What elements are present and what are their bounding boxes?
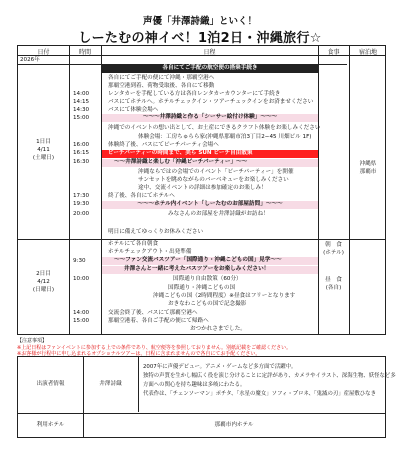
day2-pink-banner: 井澤さんと一緒に考えたバスツアーをお楽しみください！ bbox=[102, 266, 318, 274]
col-schedule-header: 日程 bbox=[203, 49, 216, 56]
time-cell: 16:30 bbox=[73, 159, 90, 165]
day2-line: ホテルにて各自朝食 bbox=[108, 241, 159, 247]
year-label: 2026年 bbox=[20, 57, 40, 63]
note-line: ※上記日程はファンイベントに参加する上での条件であり、航空便等を参照しておりません。別紙記載をご確認ください。 bbox=[17, 345, 292, 351]
cast-profile-line: 2007年に声優デビュー。アニメ・ゲームなど多方面で活躍中。 bbox=[143, 364, 297, 370]
col-stay-header: 宿泊地 bbox=[358, 49, 377, 56]
day2-line: 国際通り自由散策（60分） bbox=[173, 276, 242, 282]
stay-place: 沖縄県 bbox=[359, 161, 377, 167]
day1-line: みなさんのお部屋を井澤詩織がお訪ね！ bbox=[168, 211, 269, 217]
day1-line: 那覇空港到着、荷物受取後、各自にて移動 bbox=[108, 83, 215, 89]
day2-line: 国際通り・沖縄こどもの国 bbox=[168, 285, 236, 291]
day2-weekday: (日曜日) bbox=[32, 287, 55, 293]
cast-label: 出演者情報 bbox=[36, 381, 65, 387]
day2-date: 4/12 bbox=[37, 279, 50, 285]
meal-lunch-note: (各自) bbox=[325, 285, 342, 291]
day1-pink-banner: 〜〜〜井澤詩織と作る「シーサー絵付け体験」〜〜〜 bbox=[102, 114, 318, 122]
time-cell: 19:30 bbox=[73, 201, 90, 207]
day1-line: 各自にてご手配の便にて沖縄・那覇空港へ bbox=[108, 75, 215, 81]
day1-weekday: (土曜日) bbox=[32, 155, 55, 161]
day1-banner: 各自にてご手配の航空便の搭乗手続き bbox=[102, 65, 318, 73]
notes-heading: 【注意事項】 bbox=[17, 338, 48, 344]
day2-line: おつかれさまでした。 bbox=[190, 326, 246, 332]
event-subtitle: 声優「井澤詩織」といく！ bbox=[142, 16, 257, 27]
time-cell: 16:00 bbox=[73, 142, 90, 148]
hotel-label: 利用ホテル bbox=[36, 422, 65, 428]
day1-line: サンセットを眺めながらのバーベキューをお楽しみください bbox=[138, 177, 289, 183]
day1-line: 沖縄でのイベントの想い出として、お土産にできるクラフト体験をお楽しみください bbox=[108, 125, 321, 131]
time-cell: 15:00 bbox=[73, 115, 90, 121]
day1-line: 体験会場：工房ちゅらら家(沖縄県那覇市泊3丁目2−45 川畑ビル 1F) bbox=[138, 134, 312, 140]
day2-line: おきなわこどもの国で記念撮影 bbox=[168, 301, 247, 307]
day2-line: ホテルチェックアウト・出発準備 bbox=[108, 249, 192, 255]
cast-name: 井澤詩織 bbox=[99, 381, 122, 387]
meal-breakfast: 朝 食 bbox=[325, 242, 342, 248]
day1-line: 途中、交流イベントの詳細は参加確定のお楽しみ！ bbox=[138, 185, 267, 191]
day1-line: バスにて体験会場へ bbox=[108, 107, 159, 113]
time-cell: 14:30 bbox=[73, 107, 90, 113]
event-title: しーたむの神イベ！1泊2日・沖縄旅行☆ bbox=[78, 31, 322, 46]
time-cell: 17:30 bbox=[73, 193, 90, 199]
day2-label: 2日目 bbox=[36, 271, 51, 277]
time-cell: 14:15 bbox=[73, 99, 90, 105]
stay-place-city: 那覇市 bbox=[359, 169, 377, 175]
cast-profile-line: 代表作は、「チェンソーマン」ポチタ、「水星の魔女」ソフィ・プロネ、「鬼滅の刃」産屋敷ひなき bbox=[143, 391, 376, 397]
col-time-header: 時間 bbox=[78, 49, 91, 56]
day1-pink-banner: 〜〜井澤詩織と楽しむ「沖縄ビーチパーティー」〜〜 bbox=[102, 159, 318, 167]
day1-line: バスにてホテルへ。ホテルチェックイン・ツアーチェックインをお済ませください bbox=[108, 99, 314, 105]
cast-profile-line: 独特の声質を生かし幅広く役を演じ分けることに定評があり、カメラやイラスト、深海生物、妖怪など多 bbox=[143, 373, 396, 379]
time-cell: 14:00 bbox=[73, 310, 90, 316]
time-cell: 16:15 bbox=[73, 150, 90, 156]
day2-pink-banner: 〜〜ファン交流バスツアー「国際通り・沖縄こどもの国」見学〜〜 bbox=[102, 257, 318, 265]
meal-breakfast-note: (ホテル) bbox=[323, 250, 344, 256]
col-date-header: 日付 bbox=[37, 49, 50, 56]
day1-label: 1日目 bbox=[36, 139, 51, 145]
cast-profile-line: 方面への関心を持ち趣味は多岐にわたる。 bbox=[143, 382, 246, 388]
time-cell: 14:00 bbox=[73, 91, 90, 97]
day1-line: レンタカーを手配している方は各自レンタカーカウンターにて手続き bbox=[108, 91, 281, 97]
info-table bbox=[17, 356, 396, 438]
time-cell: 20:00 bbox=[73, 211, 90, 217]
note-line: ※お客様が行程中に申し込まれるオプショナルツアーは、日程に含まれませんので各自にてお手配ください。 bbox=[17, 351, 261, 357]
day1-line: 終了後、各自にてホテルへ bbox=[108, 193, 175, 199]
day2-line: 那覇空港着、各自ご手配の便にて帰路へ bbox=[108, 318, 209, 324]
day1-line: 明日に備えてゆっくりお休みください bbox=[108, 229, 204, 235]
meal-lunch: 昼 食 bbox=[325, 277, 342, 283]
schedule-table bbox=[17, 45, 386, 335]
day1-line: 体験終了後、バスにてビーチパーティ会場へ bbox=[108, 142, 219, 148]
time-cell: 9:30 bbox=[73, 258, 86, 264]
day1-date: 4/11 bbox=[37, 147, 50, 153]
day1-red-banner: ビーチパーティーの時間まで、美ら SUN ビーチ自由散策 bbox=[102, 150, 318, 158]
time-cell: 10:00 bbox=[73, 276, 90, 282]
day1-pink-banner: 〜〜〜ホテル内イベント「しーたむのお部屋訪問」〜〜〜 bbox=[102, 201, 318, 209]
col-meal-header: 食事 bbox=[327, 49, 340, 56]
day2-line: 沖縄こどもの国（2時間程度）※昼食はフリーとなります bbox=[153, 293, 296, 299]
day1-line: 沖縄ならではの会場でのイベント「ビーチパーティー」を開催 bbox=[138, 169, 294, 175]
time-cell: 15:00 bbox=[73, 318, 90, 324]
day2-line: 交流会終了後、バスにて那覇空港へ bbox=[108, 310, 198, 316]
hotel-value: 那覇市内ホテル bbox=[214, 422, 254, 428]
